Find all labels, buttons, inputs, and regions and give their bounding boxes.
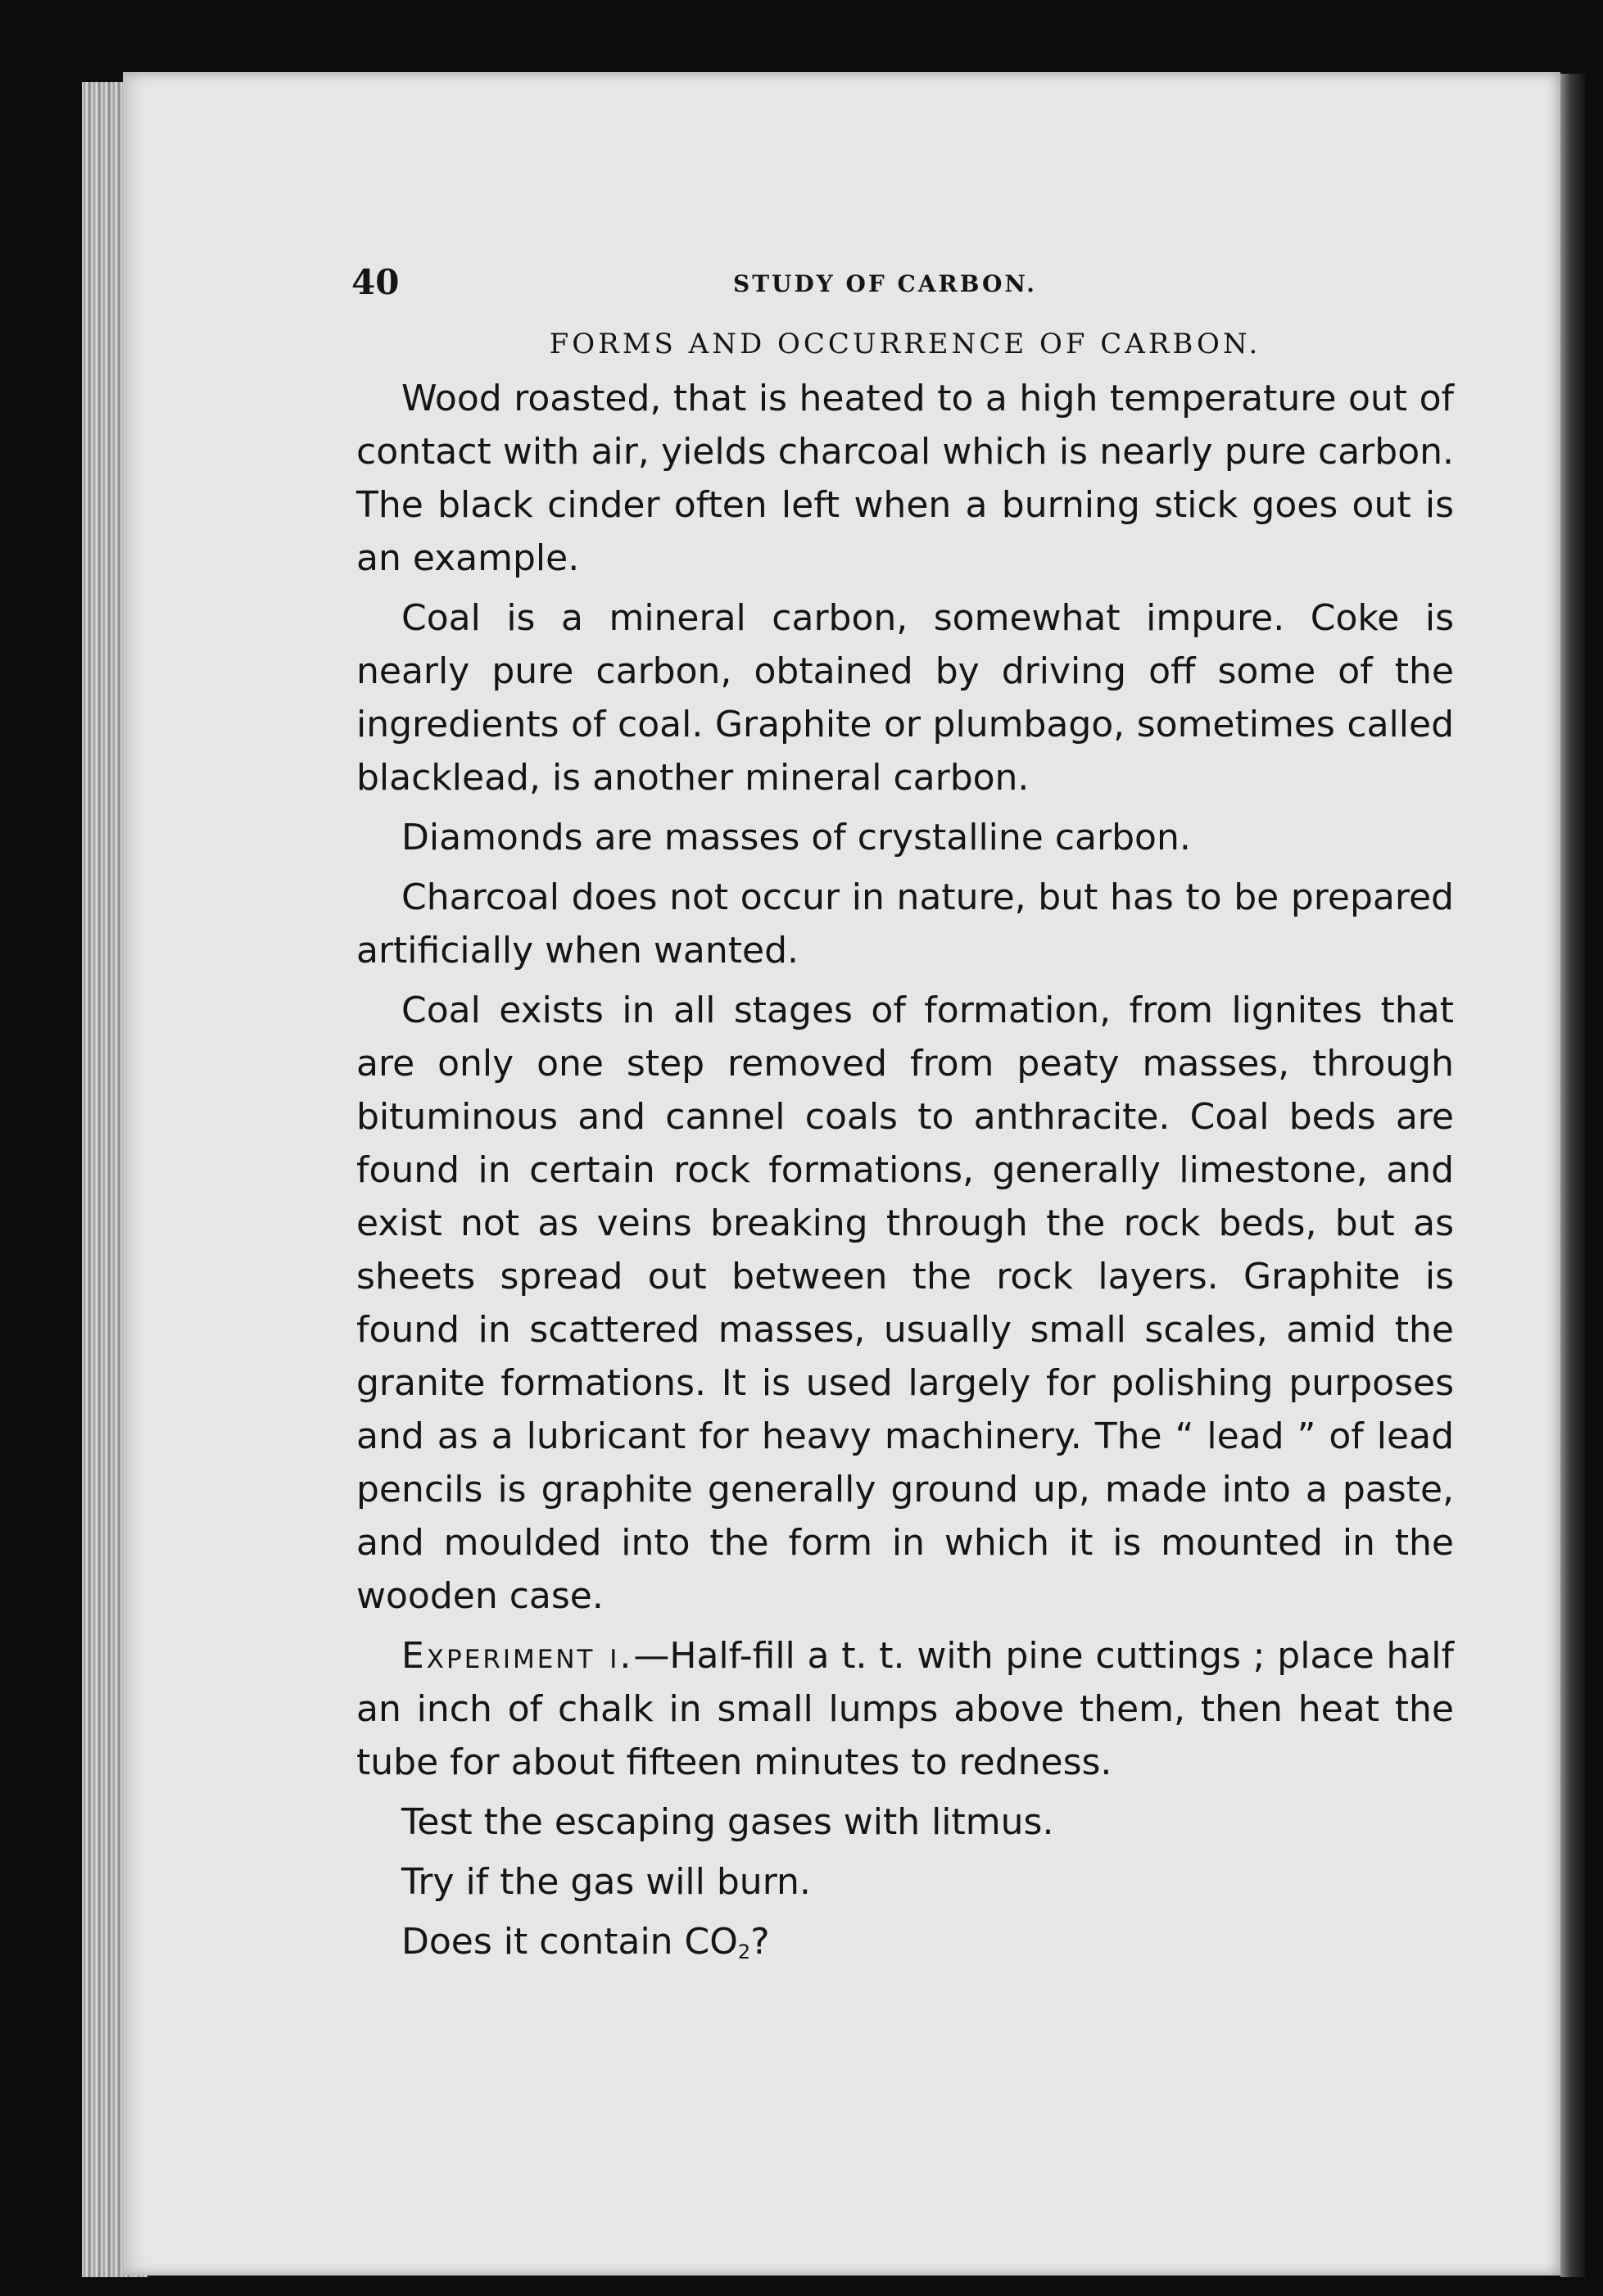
experiment-text: —Half-fill a t. t. with pine cuttings ; place half an inch of chalk in small lumps above them, then heat the tube for about fifteen minutes to redness.: [356, 1635, 1454, 1783]
question-co2: [356, 1915, 1454, 1968]
page-text-block: [351, 262, 1454, 1975]
question-litmus: Test the escaping gases with litmus.: [401, 1801, 1054, 1843]
right-binding-edge: [1560, 74, 1585, 2277]
question-burn: Try if the gas will burn.: [401, 1861, 811, 1903]
running-title: STUDY OF CARBON.: [733, 270, 1037, 297]
experiment-paragraph: [356, 1629, 1454, 1789]
paragraph-diamonds: Diamonds are masses of crystalline carbon.: [401, 817, 1191, 858]
paragraph-coal-graphite: Coal exists in all stages of formation, from lignites that are only one step removed from peaty masses, through bituminous and cannel coals to anthracite. Coal beds are found in certain rock formations, generally limestone, and exist not as veins breaking through the rock beds, but as sheets spread out between the rock layers. Graphite is found in scattered masses, usually small scales, amid the granite formations. It is used largely for polishing purposes and as a lubricant for heavy machinery. The “ lead ” of lead pencils is graphite generally ground up, made into a paste, and moulded into the form in which it is mounted in the wooden case.: [356, 989, 1454, 1617]
question-co2-suffix: ?: [750, 1921, 770, 1963]
running-head: [351, 262, 1454, 319]
paragraph-charcoal: Charcoal does not occur in nature, but has to be prepared artificially when wanted.: [356, 876, 1454, 971]
section-heading: FORMS AND OCCURRENCE OF CARBON.: [549, 328, 1261, 360]
question-co2-subscript: 2: [737, 1941, 751, 1963]
paragraph-coal-coke: Coal is a mineral carbon, somewhat impure. Coke is nearly pure carbon, obtained by driving off some of the ingredients of coal. Graphite or plumbago, sometimes called blacklead, is another mineral carbon.: [356, 597, 1454, 799]
experiment-label: Experiment i.: [401, 1635, 634, 1677]
question-co2-prefix: Does it contain CO: [401, 1921, 738, 1963]
page-number: 40: [351, 262, 400, 302]
paragraph-wood-charcoal: Wood roasted, that is heated to a high temperature out of contact with air, yields charcoal which is nearly pure carbon. The black cinder often left when a burning stick goes out is an example.: [356, 378, 1454, 579]
